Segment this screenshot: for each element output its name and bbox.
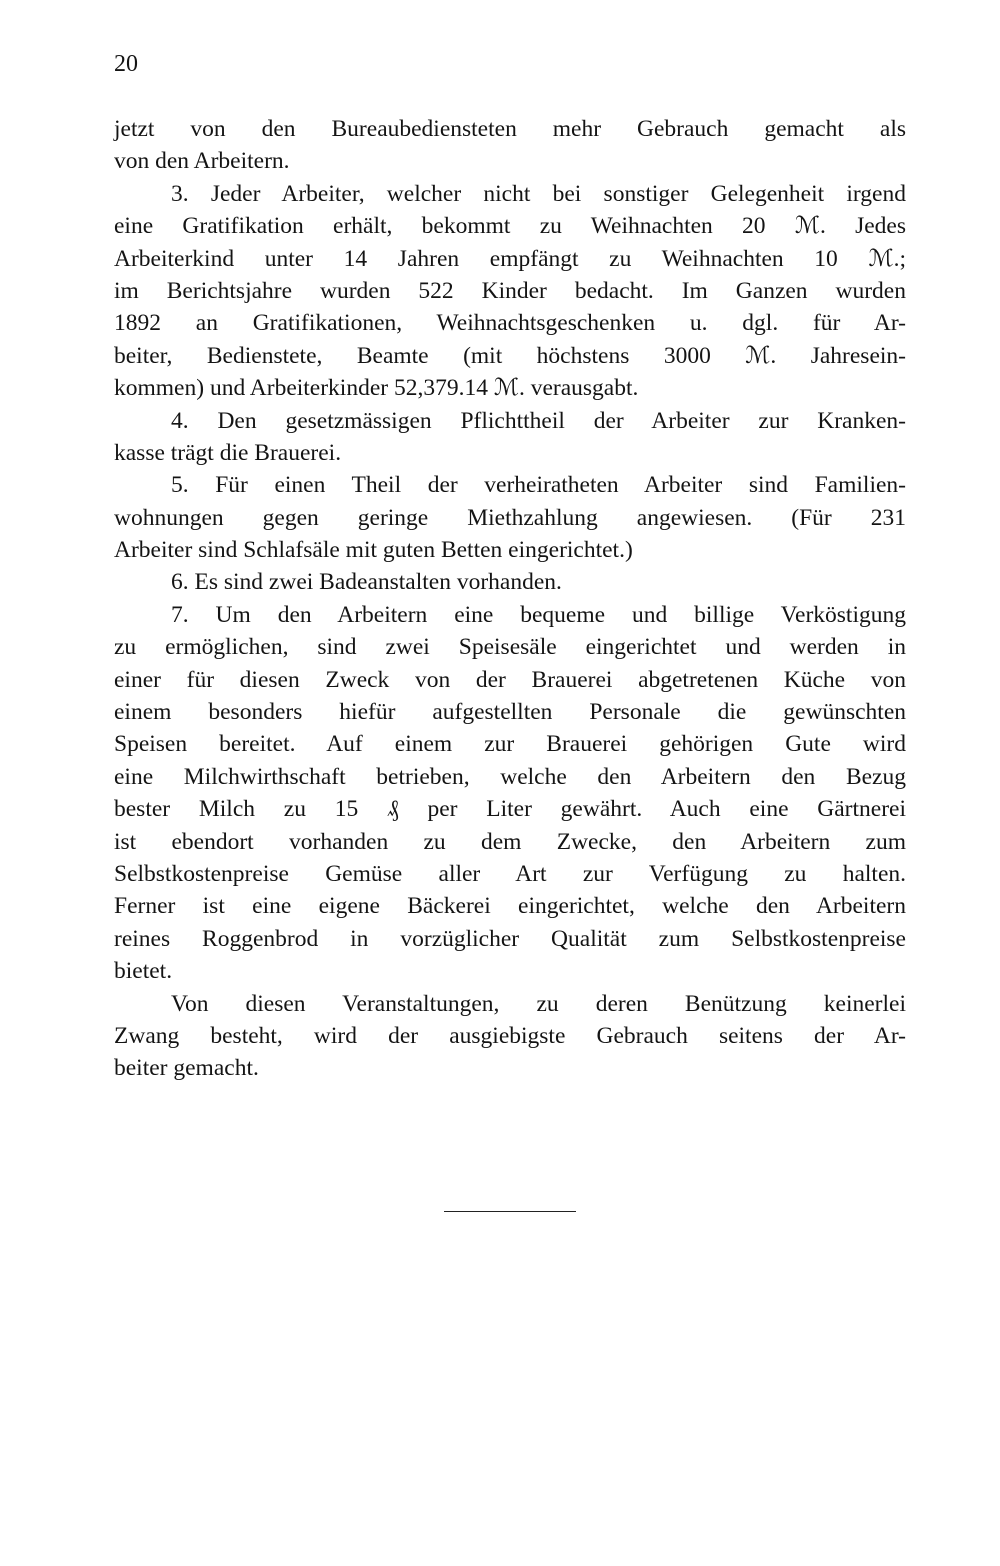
text-line: beiter, Bedienstete, Beamte (mit höchstens 3000 ℳ. Jahresein- — [114, 342, 906, 369]
text-line: kasse trägt die Brauerei. — [114, 439, 342, 466]
text-line: beiter gemacht. — [114, 1055, 259, 1082]
text-line: einer für diesen Zweck von der Brauerei abgetretenen Küche von — [114, 666, 906, 693]
text-line: Arbeiterkind unter 14 Jahren empfängt zu Weihnachten 10 ℳ.; — [114, 245, 906, 272]
text-line: einem besonders hiefür aufgestellten Personale die gewünschten — [114, 699, 906, 726]
text-line: reines Roggenbrod in vorzüglicher Qualität zum Selbstkostenpreise — [114, 925, 906, 952]
text-line: eine Milchwirthschaft betrieben, welche den Arbeitern den Bezug — [114, 763, 906, 790]
text-line: Arbeiter sind Schlafsäle mit guten Betten eingerichtet.) — [114, 537, 633, 564]
text-line: Von diesen Veranstaltungen, zu deren Benützung keinerlei — [171, 990, 906, 1017]
text-line: Selbstkostenpreise Gemüse aller Art zur Verfügung zu halten. — [114, 860, 906, 887]
text-line: jetzt von den Bureaubediensteten mehr Gebrauch gemacht als — [114, 116, 906, 142]
text-line: 6. Es sind zwei Badeanstalten vorhanden. — [171, 569, 562, 596]
text-line: 1892 an Gratifikationen, Weihnachtsgeschenken u. dgl. für Ar- — [114, 310, 906, 337]
text-line: Ferner ist eine eigene Bäckerei eingerichtet, welche den Arbeitern — [114, 893, 906, 920]
text-line: kommen) und Arbeiterkinder 52,379.14 ℳ. verausgabt. — [114, 375, 639, 402]
text-line: 3. Jeder Arbeiter, welcher nicht bei sonstiger Gelegenheit irgend — [171, 180, 906, 207]
body-text — [114, 113, 906, 1085]
text-line: ist ebendort vorhanden zu dem Zwecke, den Arbeitern zum — [114, 828, 906, 855]
text-line: 5. Für einen Theil der verheiratheten Arbeiter sind Familien- — [171, 472, 906, 499]
text-line: eine Gratifikation erhält, bekommt zu Weihnachten 20 ℳ. Jedes — [114, 213, 906, 240]
text-line: bietet. — [114, 958, 173, 985]
text-line: von den Arbeitern. — [114, 148, 290, 175]
text-line: Zwang besteht, wird der ausgiebigste Gebrauch seitens der Ar- — [114, 1022, 906, 1049]
text-line: wohnungen gegen geringe Miethzahlung angewiesen. (Für 231 — [114, 504, 906, 531]
text-line: Speisen bereitet. Auf einem zur Brauerei gehörigen Gute wird — [114, 731, 906, 758]
text-line: bester Milch zu 15 ₰ per Liter gewährt. Auch eine Gärtnerei — [114, 796, 906, 823]
text-line: 7. Um den Arbeitern eine bequeme und billige Verköstigung — [171, 601, 906, 628]
text-line: zu ermöglichen, sind zwei Speisesäle eingerichtet und werden in — [114, 634, 906, 661]
section-divider — [444, 1211, 576, 1212]
text-line: im Berichtsjahre wurden 522 Kinder bedacht. Im Ganzen wurden — [114, 277, 906, 304]
text-line: 4. Den gesetzmässigen Pflichttheil der Arbeiter zur Kranken- — [171, 407, 906, 434]
page-number: 20 — [114, 51, 138, 77]
